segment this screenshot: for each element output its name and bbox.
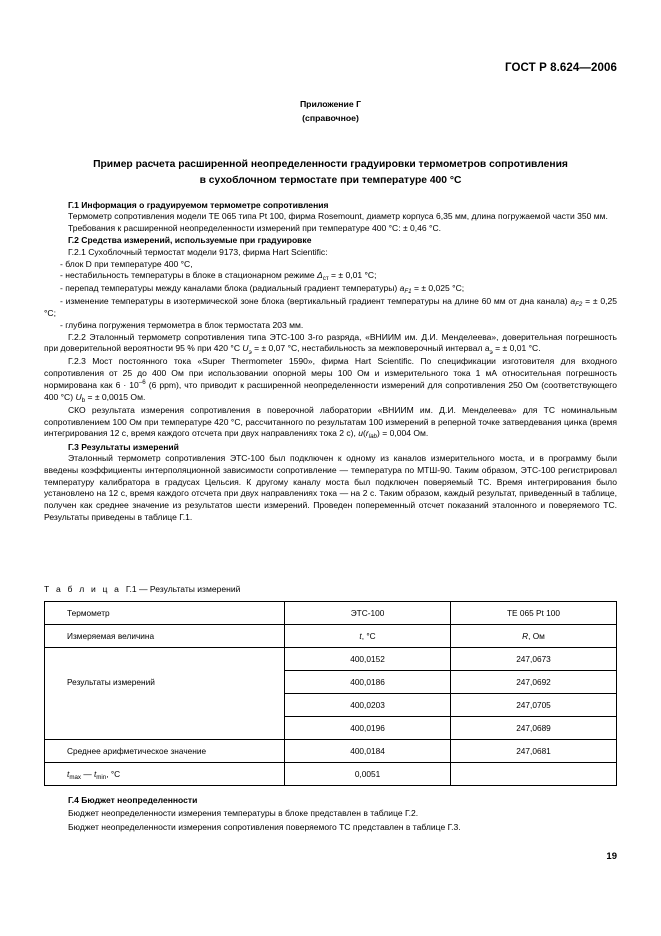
paragraph-g2-3-text-b: (6 ppm), что приводит к расширенной неопределенности измерений для сопротивления 250 Ом (соответствующего 400 °C) — [44, 379, 617, 403]
paragraph-sko-text-b: = 0,004 Ом. — [379, 428, 429, 439]
cell-mean-t: 400,0184 — [285, 740, 451, 763]
symbol-u-e-subscript: э — [248, 348, 252, 356]
cell-measurement-4-t: 400,0196 — [285, 717, 451, 740]
paren-open: ( — [363, 428, 366, 439]
annex-subtitle: (справочное) — [302, 113, 359, 123]
bullet-instability-value: = ± 0,01 °C; — [328, 270, 377, 281]
cell-results-label-part-3 — [45, 694, 285, 717]
cell-measurement-1-t: 400,0152 — [285, 648, 451, 671]
section-heading-g4: Г.4 Бюджет неопределенности — [68, 794, 198, 805]
symbol-t-max: t — [67, 769, 70, 779]
symbol-a-f1-subscript: F1 — [404, 288, 412, 296]
cell-thermometer-ets100: ЭТС-100 — [285, 602, 451, 625]
symbol-a-f1: a — [399, 282, 405, 293]
table-row-mean — [45, 740, 617, 763]
paragraph-g2-3-text-a: Г.2.3 Мост постоянного тока «Super Thermometer 1590», фирма Hart Scientific. По спецификации изготовителя для входного сопротивления от 25 до 400 Ом при использовании опорной меры 100 Ом и измерительного тока 1 мА относительная погрешность нормирована как 6 · 10 — [44, 356, 617, 390]
symbol-t-min-subscript: min — [96, 774, 107, 782]
paren-close: ) — [377, 428, 380, 439]
paragraph-g2-2-text-a: Г.2.2 Эталонный термометр сопротивления типа ЭТС-100 3-го разряда, «ВНИИМ им. Д.И. Менделеева», доверительная погрешность при доверительной вероятности 95 % при 420 °C — [44, 331, 617, 354]
cell-measurement-3-r: 247,0705 — [451, 694, 617, 717]
paragraph-g1-1: Термометр сопротивления модели TE 065 типа Pt 100, фирма Rosemount, диаметр корпуса 6,35 мм, длина погружаемой части 350 мм. — [68, 211, 608, 222]
page-title — [48, 157, 613, 188]
table-row-range — [45, 763, 617, 786]
symbol-r-lab: r — [365, 428, 369, 439]
symbol-u-b: U — [75, 392, 82, 403]
cell-range-label — [45, 763, 285, 786]
symbol-delta: Δ — [317, 270, 323, 281]
paragraph-g2-3-text-c: = ± 0,0015 Ом. — [85, 392, 146, 403]
cell-measurement-2-r: 247,0692 — [451, 671, 617, 694]
cell-quantity-temperature — [285, 625, 451, 648]
cell-thermometer-te065: TE 065 Pt 100 — [451, 602, 617, 625]
paragraph-g2-2 — [44, 332, 617, 356]
bullet-radial-text: - перепад температуры между каналами блока (радиальный градиент температуры) — [60, 282, 400, 293]
table-row-measurement-3 — [45, 694, 617, 717]
symbol-delta-subscript: ст — [322, 275, 329, 283]
bullet-vertical-text: - изменение температуры в изотермической зоне блока (вертикальный градиент температуры на длине 60 мм от дна канала) — [60, 295, 571, 306]
table-row-quantity — [45, 625, 617, 648]
section-heading-g2: Г.2 Средства измерений, используемые при градуировке — [68, 235, 312, 246]
symbol-r: R — [522, 631, 529, 641]
bullet-radial-value: = ± 0,025 °C; — [411, 282, 465, 293]
symbol-u-b-subscript: b — [81, 397, 86, 405]
results-table — [44, 601, 617, 786]
unit-celsius: , °C — [361, 631, 376, 641]
section-heading-g1: Г.1 Информация о градуируемом термометре сопротивления — [68, 199, 329, 210]
annex-heading-block — [0, 97, 661, 125]
cell-range-r — [451, 763, 617, 786]
cell-measurement-1-r: 247,0673 — [451, 648, 617, 671]
cell-quantity-resistance — [451, 625, 617, 648]
document-tail — [44, 793, 617, 834]
paragraph-g4-2: Бюджет неопределенности измерения сопротивления поверяемого ТС представлен в таблице Г.3. — [68, 821, 461, 832]
table-caption-rest: Г.1 — Результаты измерений — [125, 584, 241, 594]
table-caption-prefix: Т а б л и ц а — [44, 584, 122, 594]
symbol-t-min: t — [93, 769, 97, 779]
standard-number-header: ГОСТ Р 8.624—2006 — [505, 62, 617, 74]
paragraph-g1-2: Требования к расширенной неопределенности измерений при температуре 400 °C: ± 0,46 °C. — [68, 222, 442, 233]
page-title-line-1: Пример расчета расширенной неопределенности градуировки термометров сопротивления — [93, 159, 568, 170]
table-row-measurement-4 — [45, 717, 617, 740]
range-unit: , °C — [106, 769, 121, 779]
symbol-r-lab-subscript: lab — [368, 433, 377, 441]
symbol-t-max-subscript: max — [69, 774, 82, 782]
bullet-vertical-value: = ± 0,25 °C; — [44, 295, 617, 319]
symbol-u-lab: u — [358, 428, 364, 439]
symbol-a-f2-subscript: F2 — [575, 300, 583, 308]
bullet-instability-text: - нестабильность температуры в блоке в стационарном режиме — [60, 270, 318, 281]
paragraph-g2-3 — [44, 356, 617, 405]
bullet-radial-gradient — [44, 283, 617, 296]
symbol-t: t — [359, 631, 362, 641]
symbol-u-e: U — [242, 343, 249, 354]
cell-results-label: Результаты измерений — [45, 671, 285, 694]
cell-measurement-2-t: 400,0186 — [285, 671, 451, 694]
exponent-minus-six: –6 — [138, 378, 146, 386]
table-row-measurement-2 — [45, 671, 617, 694]
cell-measurement-4-r: 247,0689 — [451, 717, 617, 740]
paragraph-g4-1: Бюджет неопределенности измерения температуры в блоке представлен в таблице Г.2. — [68, 808, 419, 819]
cell-mean-r: 247,0681 — [451, 740, 617, 763]
section-heading-g3: Г.3 Результаты измерений — [68, 441, 179, 452]
cell-mean-label: Среднее арифметическое значение — [45, 740, 285, 763]
paragraph-sko — [44, 405, 617, 441]
bullet-immersion-depth: - глубина погружения термометра в блок термостата 203 мм. — [60, 320, 304, 331]
page-title-line-2: в сухоблочном термостате при температуре 400 °C — [199, 174, 462, 186]
paragraph-g2-2-text-b: = ± 0,07 °C, нестабильность за межповерочный интервал a — [251, 343, 490, 354]
symbol-a-e-subscript: э — [489, 348, 493, 356]
range-dash: — — [81, 769, 94, 779]
cell-thermometer-label: Термометр — [45, 602, 285, 625]
table-row-measurement-1 — [45, 648, 617, 671]
table-caption — [44, 584, 240, 594]
bullet-instability — [44, 270, 617, 283]
table-row-thermometer — [45, 602, 617, 625]
cell-measurement-3-t: 400,0203 — [285, 694, 451, 717]
page-number: 19 — [606, 851, 617, 862]
cell-results-label-part-4 — [45, 717, 285, 740]
cell-results-label-part-1 — [45, 648, 285, 671]
bullet-vertical-gradient — [44, 296, 617, 320]
paragraph-g2-1: Г.2.1 Сухоблочный термостат модели 9173, фирма Hart Scientific: — [68, 246, 328, 257]
cell-quantity-label: Измеряемая величина — [45, 625, 285, 648]
paragraph-sko-text-a: СКО результата измерения сопротивления в поверочной лаборатории «ВНИИМ им. Д.И. Менделеева» для ТС номинальным сопротивлением 100 Ом при температуре 420 °C, рассчитанного по результатам 100 измерений в реперной точке затвердевания цинка (время интегрирования 12 с, время каждого отсчета при двух направлениях тока 2 с), — [44, 404, 617, 439]
paragraph-g3-1: Эталонный термометр сопротивления ЭТС-100 был подключен к одному из каналов измерительного моста, и в программу были введены коэффициенты интерполяционной зависимости сопротивление — температура по МТШ-90. Таким образом, ЭТС-100 регистрировал температуру калибратора в градусах Цельсия. К другому каналу моста был подключен поверяемый ТС. Время интегрирования было установлено на 12 с, время каждого отсчета при двух направлениях тока — на 2 с. Таким образом, каждый результат, приведенный в таблице, получен как среднее значение из результатов шести измерений. Проведен попеременный отсчет показаний эталонного и поверяемого ТС. Результаты приведены в таблице Г.1. — [44, 453, 617, 522]
cell-range-t: 0,0051 — [285, 763, 451, 786]
unit-ohm: , Ом — [528, 631, 545, 641]
annex-title: Приложение Г — [299, 99, 362, 109]
paragraph-g2-2-text-c: = ± 0,01 °C. — [492, 343, 541, 354]
bullet-block-d: - блок D при температуре 400 °C, — [60, 258, 193, 269]
symbol-a-f2: a — [570, 295, 576, 306]
document-body — [44, 199, 617, 523]
